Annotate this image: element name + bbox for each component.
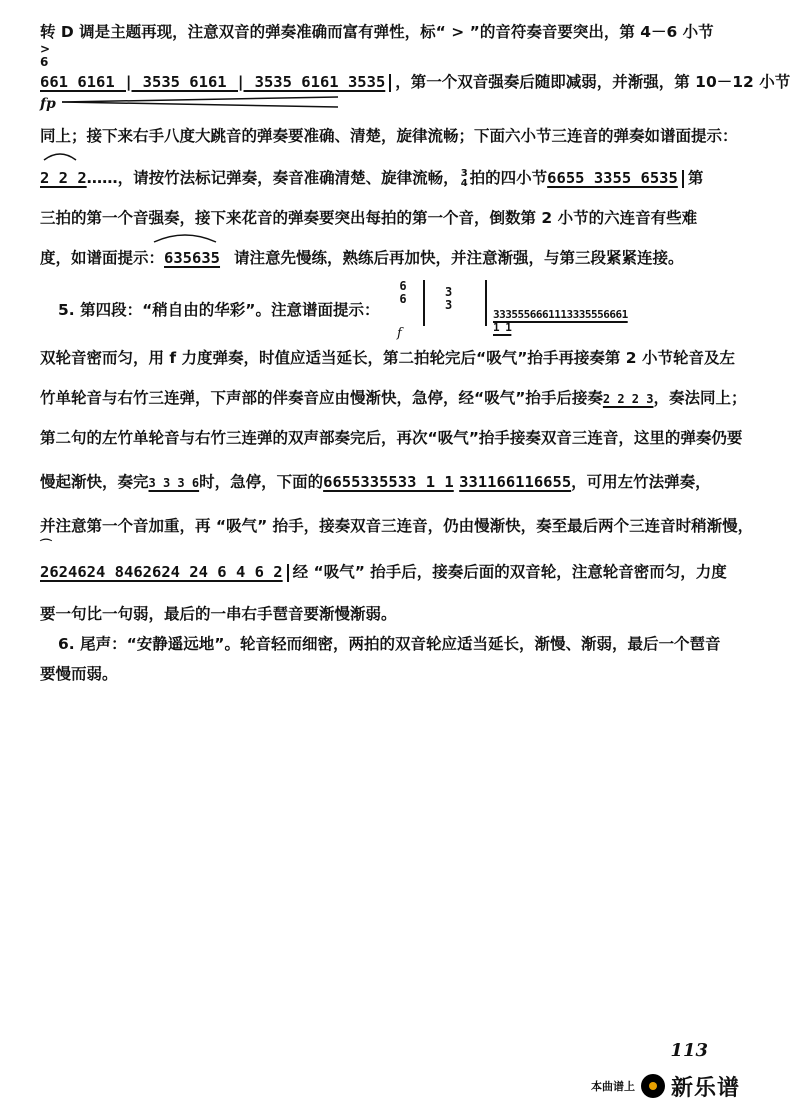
notation-line bbox=[40, 246, 720, 268]
text-line: 要慢而弱。 bbox=[40, 665, 118, 683]
triplet-notes: 2 2 2 bbox=[40, 169, 87, 187]
text-segment: 拍的四小节 bbox=[469, 169, 548, 187]
time-numerator: 3 bbox=[460, 167, 468, 179]
jianpu-notes: 331166116655 bbox=[459, 473, 572, 491]
jianpu-notes: 6655 3355 6535 bbox=[547, 169, 678, 187]
text-line: 并注意第一个音加重，再 “吸气” 抬手，接奏双音三连音，仍由慢渐快，奏至最后两个三连音时稍渐慢， bbox=[40, 517, 754, 535]
text-segment: 竹单轮音与右竹三连弹，下声部的伴奏音应由慢渐快，急停，经“吸气”抬手后接奏 bbox=[40, 389, 603, 407]
text-segment: ，第一个双音强奏后随即减弱，并渐强，第 10－12 小节 bbox=[395, 73, 790, 91]
text-line: 要一句比一句弱，最后的一串右手琶音要渐慢渐弱。 bbox=[40, 605, 397, 623]
slur-mark bbox=[150, 228, 220, 244]
text-segment: 请注意先慢练，熟练后再加快，并注意渐强，与第三段紧紧连接。 bbox=[234, 249, 684, 267]
text-segment: ，奏法同上； bbox=[653, 389, 747, 407]
notation-line bbox=[40, 166, 720, 189]
notation-line bbox=[40, 386, 747, 408]
section-heading: 5. 第四段：“稍自由的华彩”。注意谱面提示： bbox=[58, 301, 380, 319]
accent-mark: > bbox=[40, 42, 51, 56]
text-line: 同上；接下来右手八度大跳音的弹奏要准确、清楚，旋律流畅；下面六小节三连音的弹奏如谱面提示： bbox=[40, 127, 738, 145]
stacked-notes: 3 3 bbox=[445, 285, 453, 312]
time-denominator: 4 bbox=[460, 177, 468, 189]
page-number: 113 bbox=[670, 1040, 708, 1061]
bar-line bbox=[682, 170, 684, 188]
text-segment: 度，如谱面提示： bbox=[40, 249, 165, 267]
jianpu-notes: 2624624 8462624 24 6 4 6 2 bbox=[40, 563, 283, 581]
footer-caption: 本曲谱上 bbox=[590, 1080, 635, 1093]
notation-line bbox=[40, 470, 720, 492]
jianpu-notes: 661 6161 | 3535 6161 | 3535 6161 3535 bbox=[40, 73, 386, 91]
double-notes: 3 3 3 6 bbox=[148, 476, 200, 490]
stacked-notes: 6 6 bbox=[399, 279, 407, 306]
text-segment: 第 bbox=[687, 169, 704, 187]
text-segment: ……，请按竹法标记弹奏，奏音准确清楚、旋律流畅， bbox=[86, 169, 459, 187]
jianpu-notes: 6655335533 1 1 bbox=[323, 473, 454, 491]
sextuplet-notes: 635635 bbox=[164, 249, 221, 267]
bar-line bbox=[389, 74, 391, 92]
fermata-mark: ⌒ bbox=[40, 538, 53, 552]
record-disc-icon bbox=[641, 1074, 665, 1098]
octave-mark: 6 bbox=[40, 55, 49, 69]
text-line: 第二句的左竹单轮音与右竹三连弹的双声部奏完后，再次“吸气”抬手接奏双音三连音，这里的弹奏仍要 bbox=[40, 429, 743, 447]
brand-name: 新乐谱 bbox=[670, 1075, 740, 1101]
time-signature bbox=[461, 169, 468, 189]
text-segment: 慢起渐快，奏完 bbox=[40, 473, 149, 491]
text-segment: 经 “吸气” 抬手后，接奏后面的双音轮，注意轮音密而匀，力度 bbox=[292, 563, 727, 581]
notation-line bbox=[40, 560, 727, 582]
f-dynamic: f bbox=[397, 326, 402, 341]
slur-mark bbox=[40, 148, 80, 162]
bar-line bbox=[485, 280, 487, 326]
bar-line bbox=[287, 564, 289, 582]
fp-dynamic: fp bbox=[40, 96, 56, 112]
footer-watermark bbox=[591, 1072, 740, 1100]
double-notes: 2 2 2 3 bbox=[602, 392, 654, 406]
text-segment: ，可用左竹法弹奏， bbox=[571, 473, 711, 491]
section-heading: 6. 尾声：“安静遥远地”。轮音轻而细密，两拍的双音轮应适当延长，渐慢、渐弱，最后一个琶音 bbox=[58, 635, 721, 653]
text-line: 双轮音密而匀，用 f 力度弹奏，时值应适当延长，第二拍轮完后“吸气”抬手再接奏第 2 小节轮音及左 bbox=[40, 349, 735, 367]
text-line: 转 D 调是主题再现，注意双音的弹奏准确而富有弹性，标“ > ”的音符奏音要突出，第 4－6 小节 bbox=[40, 23, 714, 41]
text-line: 三拍的第一个音强奏，接下来花音的弹奏要突出每拍的第一个音，倒数第 2 小节的六连音有些难 bbox=[40, 209, 698, 227]
notation-line bbox=[40, 70, 790, 92]
bar-line bbox=[423, 280, 425, 326]
tremolo-notes: 3335556661113335556661 1 1 bbox=[493, 308, 628, 334]
crescendo-hairpin bbox=[62, 96, 342, 108]
text-segment: 时，急停，下面的 bbox=[199, 473, 324, 491]
